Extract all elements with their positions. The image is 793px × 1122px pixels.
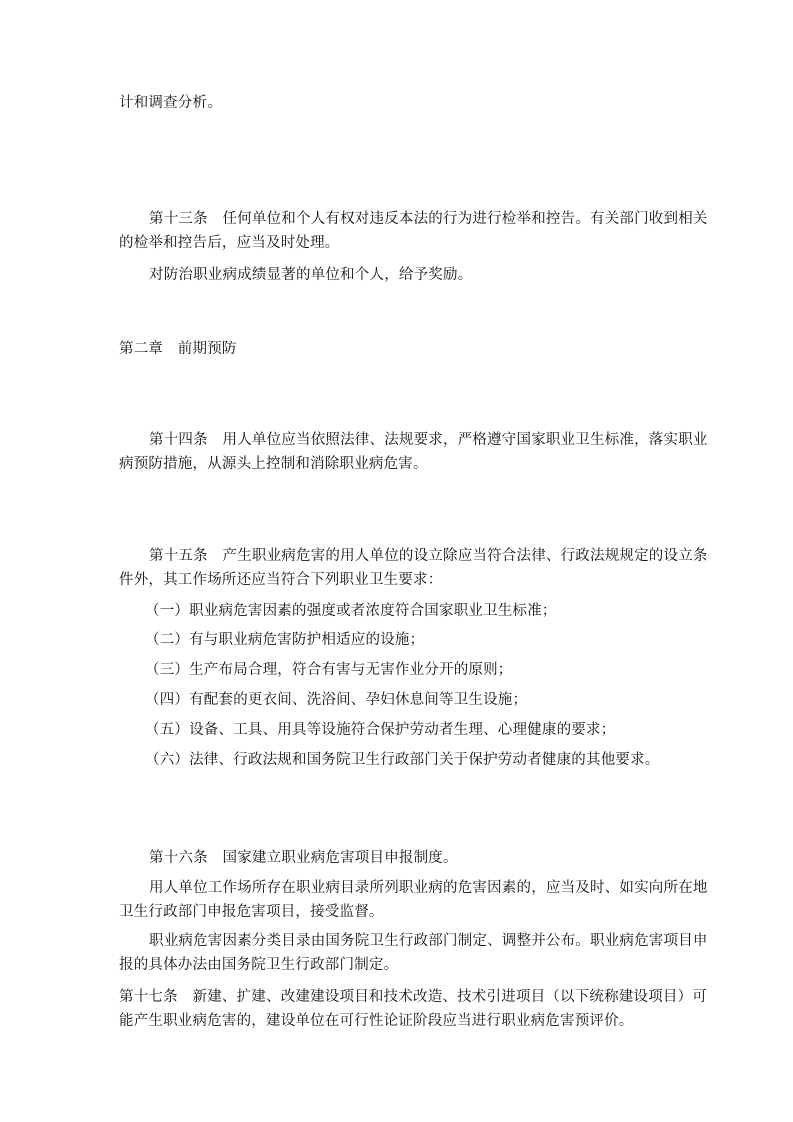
article-16-paragraph-2-line-2: 卫生行政部门申报危害项目，接受监督。: [119, 904, 384, 920]
article-15-item: （二）有与职业病危害防护相适应的设施；: [145, 632, 425, 648]
article-15-item: （一）职业病危害因素的强度或者浓度符合国家职业卫生标准；: [145, 603, 557, 619]
article-14-line-1: 第十四条 用人单位应当依照法律、法规要求，严格遵守国家职业卫生标准，落实职业: [149, 432, 708, 448]
article-15-item: （四）有配套的更衣间、洗浴间、孕妇休息间等卫生设施；: [145, 692, 528, 708]
chapter-2-heading: 第二章 前期预防: [119, 341, 237, 357]
article-15-item: （六）法律、行政法规和国务院卫生行政部门关于保护劳动者健康的其他要求。: [145, 752, 660, 768]
article-15-item: （五）设备、工具、用具等设施符合保护劳动者生理、心理健康的要求；: [145, 722, 616, 738]
article-15-item: （三）生产布局合理，符合有害与无害作业分开的原则；: [145, 662, 513, 678]
article-13-line-2: 的检举和控告后，应当及时处理。: [119, 235, 340, 251]
article-16-paragraph-3-line-1: 职业病危害因素分类目录由国务院卫生行政部门制定、调整并公布。职业病危害项目申: [149, 933, 708, 949]
article-17-line-1: 第十七条 新建、扩建、改建建设项目和技术改造、技术引进项目（以下统称建设项目）可: [119, 989, 707, 1005]
article-16-line-1: 第十六条 国家建立职业病危害项目申报制度。: [149, 850, 458, 866]
article-17-line-2: 能产生职业病危害的，建设单位在可行性论证阶段应当进行职业病危害预评价。: [119, 1013, 634, 1029]
article-16-paragraph-3-line-2: 报的具体办法由国务院卫生行政部门制定。: [119, 957, 399, 973]
continuation-line: 计和调查分析。: [119, 95, 222, 111]
article-15-line-2: 件外，其工作场所还应当符合下列职业卫生要求：: [119, 572, 443, 588]
article-13-line-1: 第十三条 任何单位和个人有权对违反本法的行为进行检举和控告。有关部门收到相关: [149, 211, 708, 227]
article-16-paragraph-2-line-1: 用人单位工作场所存在职业病目录所列职业病的危害因素的，应当及时、如实向所在地: [149, 880, 708, 896]
article-13-paragraph-2: 对防治职业病成绩显著的单位和个人，给予奖励。: [149, 267, 473, 283]
article-14-line-2: 病预防措施，从源头上控制和消除职业病危害。: [119, 456, 428, 472]
article-15-line-1: 第十五条 产生职业病危害的用人单位的设立除应当符合法律、行政法规规定的设立条: [149, 548, 708, 564]
